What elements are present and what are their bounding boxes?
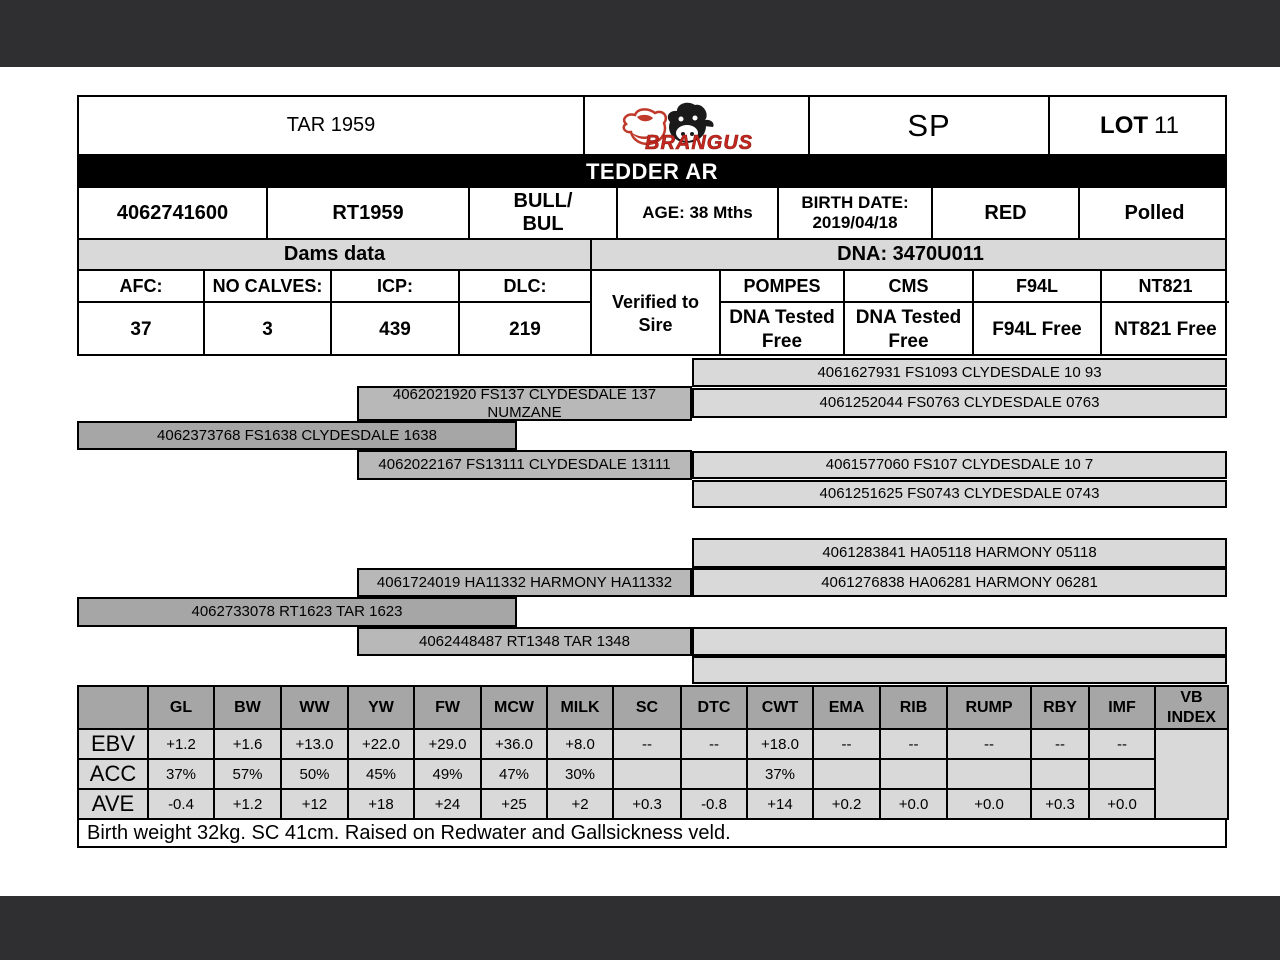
note-row [77, 818, 1227, 848]
acc-bw: 57% [214, 759, 281, 789]
ebv-fw: +29.0 [414, 729, 481, 759]
bottom-letterbox-bar [0, 896, 1280, 960]
catalog-sheet [77, 95, 1227, 855]
ebv-row [78, 729, 1228, 759]
brangus-logo-icon [617, 99, 777, 153]
nt821-value-cell [1102, 303, 1229, 356]
animal-tag-cell [79, 97, 585, 154]
ebv-mcw: +36.0 [481, 729, 547, 759]
animal-tag: TAR 1959 [286, 114, 376, 136]
lot-cell [1050, 97, 1229, 154]
acc-ww: 50% [281, 759, 348, 789]
ebv-cwt: +18.0 [747, 729, 813, 759]
colour-cell [933, 188, 1080, 238]
ebv-ww: +13.0 [281, 729, 348, 759]
nt821-label-cell [1102, 271, 1229, 303]
col-header-imf: IMF [1089, 686, 1155, 729]
ave-row-label: AVE [78, 789, 148, 819]
ave-sc: +0.3 [613, 789, 681, 819]
colour-value: RED [984, 201, 1027, 224]
cms-value-cell [845, 303, 974, 356]
top-letterbox-bar [0, 0, 1280, 67]
pedigree-box-sire-grandsire: 4061627931 FS1093 CLYDESDALE 10 93 [692, 358, 1227, 387]
ave-bw: +1.2 [214, 789, 281, 819]
pompes-value: DNA Tested Free [729, 306, 835, 352]
f94l-value: F94L Free [992, 318, 1082, 340]
acc-dtc [681, 759, 747, 789]
animal-name: TEDDER AR [585, 159, 719, 184]
pompes-value-cell [721, 303, 845, 356]
ebv-gl: +1.2 [148, 729, 214, 759]
ebv-row-label: EBV [78, 729, 148, 759]
identity-row [77, 188, 1227, 240]
dlc-value-cell [460, 303, 592, 356]
cms-label-cell [845, 271, 974, 303]
col-header-ema: EMA [813, 686, 880, 729]
pedigree-box-sire: 4062373768 FS1638 CLYDESDALE 1638 [77, 421, 517, 450]
icp-value: 439 [379, 318, 411, 340]
brangus-logo-text: BRANGUS [644, 131, 753, 153]
icp-value-cell [332, 303, 460, 356]
ebv-imf: -- [1089, 729, 1155, 759]
ave-cwt: +14 [747, 789, 813, 819]
pedigree-box-empty-1 [692, 627, 1227, 656]
acc-ema [813, 759, 880, 789]
ebv-header-row [78, 686, 1228, 729]
ebv-milk: +8.0 [547, 729, 613, 759]
afc-value-cell [79, 303, 205, 356]
pedigree-box-sire-dam-sire: 4061577060 FS107 CLYDESDALE 10 7 [692, 451, 1227, 479]
sex-line1: BULL/ [513, 190, 573, 212]
ebv-dtc: -- [681, 729, 747, 759]
pedigree-box-dam-sire: 4061724019 HA11332 HARMONY HA11332 [357, 568, 692, 597]
lot-number: 11 [1154, 111, 1179, 139]
sex-line2: BUL [522, 213, 564, 235]
dlc-value: 219 [509, 318, 541, 340]
afc-label-cell [79, 271, 205, 303]
age-cell [618, 188, 779, 238]
pedigree-box-sire-granddam: 4061252044 FS0763 CLYDESDALE 0763 [692, 388, 1227, 418]
col-header-fw: FW [414, 686, 481, 729]
col-header-milk: MILK [547, 686, 613, 729]
ave-fw: +24 [414, 789, 481, 819]
acc-mcw: 47% [481, 759, 547, 789]
ave-imf: +0.0 [1089, 789, 1155, 819]
sex-cell [470, 188, 618, 238]
f94l-value-cell [974, 303, 1102, 356]
ebv-rump: -- [947, 729, 1031, 759]
ave-row [78, 789, 1228, 819]
pedigree-box-empty-2 [692, 656, 1227, 684]
society-code-cell [810, 97, 1050, 154]
afc-label: AFC: [119, 275, 163, 296]
col-header-yw: YW [348, 686, 414, 729]
id-number: 4062741600 [116, 201, 229, 224]
ebv-ema: -- [813, 729, 880, 759]
ave-mcw: +25 [481, 789, 547, 819]
ebv-table [77, 685, 1229, 820]
f94l-label: F94L [1015, 275, 1058, 296]
acc-yw: 45% [348, 759, 414, 789]
vb-index-cell [1155, 729, 1228, 819]
pedigree-box-sire-sire: 4062021920 FS137 CLYDESDALE 137 NUMZANE [357, 386, 692, 421]
ave-ww: +12 [281, 789, 348, 819]
dlc-label-cell [460, 271, 592, 303]
no-calves-value-cell [205, 303, 332, 356]
note-text: Birth weight 32kg. SC 41cm. Raised on Redwater and Gallsickness veld. [87, 821, 731, 844]
acc-imf [1089, 759, 1155, 789]
dlc-label: DLC: [503, 275, 547, 296]
col-header-mcw: MCW [481, 686, 547, 729]
col-header-dtc: DTC [681, 686, 747, 729]
acc-fw: 49% [414, 759, 481, 789]
horn-status-value: Polled [1124, 201, 1185, 224]
birth-date-value: 2019/04/18 [812, 213, 898, 232]
ebv-bw: +1.6 [214, 729, 281, 759]
acc-rump [947, 759, 1031, 789]
verified-to-sire-cell [592, 271, 721, 356]
lot-label: LOT [1100, 111, 1149, 139]
dams-data-cell [79, 240, 592, 269]
dna-value: DNA: 3470U011 [837, 243, 984, 265]
animal-name-bar [77, 156, 1227, 188]
herd-code: RT1959 [332, 201, 404, 224]
pedigree-box-dam-dam: 4062448487 RT1348 TAR 1348 [357, 627, 692, 656]
acc-milk: 30% [547, 759, 613, 789]
pedigree-box-dam-grandsire: 4061283841 HA05118 HARMONY 05118 [692, 538, 1227, 568]
nt821-label: NT821 [1138, 275, 1193, 296]
col-header-cwt: CWT [747, 686, 813, 729]
col-header-bw: BW [214, 686, 281, 729]
dna-cell [592, 240, 1229, 269]
f94l-label-cell [974, 271, 1102, 303]
pompes-label: POMPES [743, 275, 821, 296]
acc-rib [880, 759, 947, 789]
ebv-rby: -- [1031, 729, 1089, 759]
ebv-corner-cell [78, 686, 148, 729]
herd-code-cell [268, 188, 470, 238]
col-header-gl: GL [148, 686, 214, 729]
ave-dtc: -0.8 [681, 789, 747, 819]
acc-gl: 37% [148, 759, 214, 789]
pedigree-box-sire-dam: 4062022167 FS13111 CLYDESDALE 13111 [357, 450, 692, 480]
nt821-value: NT821 Free [1114, 318, 1217, 340]
no-calves-label: NO CALVES: [212, 275, 323, 296]
acc-rby [1031, 759, 1089, 789]
ave-rib: +0.0 [880, 789, 947, 819]
society-code: SP [907, 107, 951, 143]
ebv-yw: +22.0 [348, 729, 414, 759]
ave-ema: +0.2 [813, 789, 880, 819]
dams-data-title: Dams data [283, 243, 386, 265]
ave-milk: +2 [547, 789, 613, 819]
col-header-rby: RBY [1031, 686, 1089, 729]
icp-label: ICP: [377, 275, 413, 296]
col-header-ww: WW [281, 686, 348, 729]
logo-cell [585, 97, 810, 154]
col-header-rib: RIB [880, 686, 947, 729]
acc-sc [613, 759, 681, 789]
header-strip [77, 95, 1227, 156]
icp-label-cell [332, 271, 460, 303]
ave-yw: +18 [348, 789, 414, 819]
col-header-vb-index: VB INDEX [1155, 686, 1228, 729]
dams-dna-row [77, 240, 1227, 271]
cms-label: CMS [888, 275, 929, 296]
afc-value: 37 [130, 318, 152, 340]
pedigree-box-dam: 4062733078 RT1623 TAR 1623 [77, 597, 517, 627]
acc-cwt: 37% [747, 759, 813, 789]
id-number-cell [79, 188, 268, 238]
horn-status-cell [1080, 188, 1229, 238]
birth-date-label: BIRTH DATE: [801, 193, 909, 213]
ebv-rib: -- [880, 729, 947, 759]
ave-gl: -0.4 [148, 789, 214, 819]
acc-row-label: ACC [78, 759, 148, 789]
verified-to-sire: Verified to Sire [611, 292, 700, 335]
col-header-rump: RUMP [947, 686, 1031, 729]
stats-grid [77, 271, 1227, 356]
no-calves-label-cell [205, 271, 332, 303]
cms-value: DNA Tested Free [855, 306, 962, 352]
age-value: AGE: 38 Mths [642, 203, 753, 223]
pompes-label-cell [721, 271, 845, 303]
ebv-sc: -- [613, 729, 681, 759]
pedigree-box-sire-dam-dam: 4061251625 FS0743 CLYDESDALE 0743 [692, 480, 1227, 508]
col-header-sc: SC [613, 686, 681, 729]
ave-rby: +0.3 [1031, 789, 1089, 819]
ave-rump: +0.0 [947, 789, 1031, 819]
birth-date-cell [779, 188, 933, 238]
pedigree-box-dam-granddam: 4061276838 HA06281 HARMONY 06281 [692, 568, 1227, 597]
acc-row [78, 759, 1228, 789]
no-calves-value: 3 [262, 318, 273, 340]
